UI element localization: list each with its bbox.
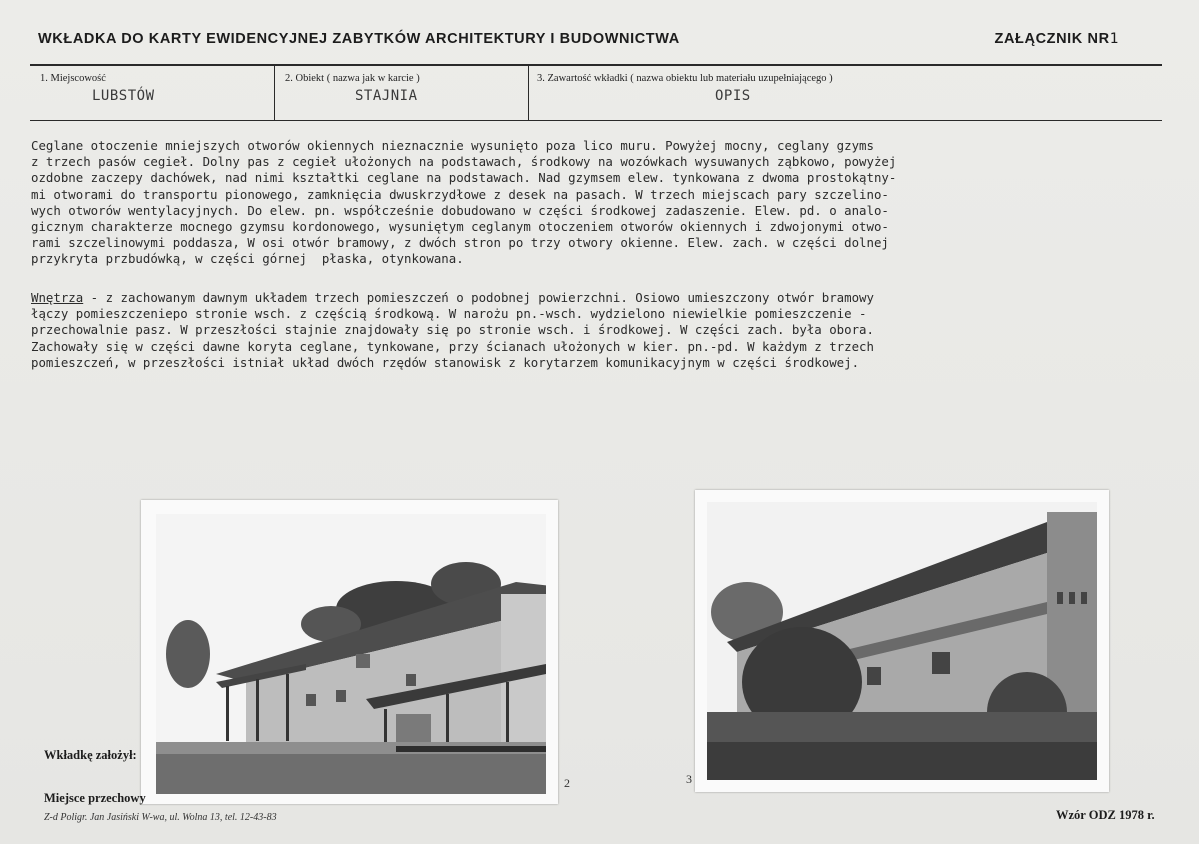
description-paragraph-interior: [31, 290, 1199, 371]
attachment-value: 1: [1109, 31, 1119, 47]
text-line: pomieszczeń, w przeszłości istniał układ dwóch rzędów stanowisk z korytarzem komunikacyjnym w części środkowej.: [31, 354, 860, 370]
text-line: [31, 290, 1199, 306]
object-label: 2. Obiekt ( nazwa jak w karcie ): [285, 73, 420, 84]
text-line: łączy pomieszczeniepo stronie wsch. z częścią środkową. W narożu pn.-wsch. wydzielono niewielkie pomieszczenie -: [31, 306, 867, 322]
photo-number: 2: [564, 776, 570, 790]
form-code: Wzór ODZ 1978 r.: [1056, 808, 1155, 822]
location-value: LUBSTÓW: [92, 88, 155, 104]
text-line: wych otworów wentylacyjnych. Do elew. pn. współcześnie dobudowano w części środkowej zadaszenie. Elew. pd. o analo-: [31, 202, 889, 218]
photo-stable-exterior-1: [141, 500, 558, 804]
text-line: gicznym charakterze mocnego gzymsu kordonowego, wysuniętym ceglanym otoczeniem otworów okiennych i zdwojonymi otwo-: [31, 219, 889, 235]
stable-photo-image: [707, 502, 1097, 780]
field-divider: [528, 64, 529, 121]
photo-stable-exterior-2: [695, 490, 1109, 792]
storage-label: Miejsce przechowy: [44, 791, 146, 805]
field-divider: [274, 64, 275, 121]
text-line: przechowalnie pasz. W przeszłości stajnie znajdowały się po stronie wsch. i środkowej. W części zach. była obora.: [31, 322, 874, 338]
description-paragraph-exterior: [31, 138, 1199, 268]
object-value: STAJNIA: [355, 88, 418, 104]
document-title: WKŁADKA DO KARTY EWIDENCYJNEJ ZABYTKÓW ARCHITEKTURY I BUDOWNICTWA: [38, 31, 680, 47]
printer-imprint: Z-d Poligr. Jan Jasiński W-wa, ul. Wolna 13, tel. 12-43-83: [44, 812, 277, 823]
location-label: 1. Miejscowość: [40, 73, 106, 84]
stable-photo-image: [156, 514, 546, 794]
content-label: 3. Zawartość wkładki ( nazwa obiektu lub materiału uzupełniającego ): [537, 73, 833, 84]
header-top-rule: [30, 64, 1162, 66]
text-line: mi otworami do transportu pionowego, zamknięcia dwuskrzydłowe z desek na pasach. W trzech miejscach pary szczelino-: [31, 186, 889, 202]
text-line: Zachowały się w części dawne koryta ceglane, tynkowane, przy ścianach ułożonych w kier. pn.-pd. W każdym z trzech: [31, 338, 874, 354]
header-bottom-rule: [30, 120, 1162, 121]
text-line: z trzech pasów cegieł. Dolny pas z cegieł ułożonych na podstawach, środkowy na wozówkach wysuwanych ząbkowo, powyżej: [31, 154, 897, 170]
text-line: Ceglane otoczenie mniejszych otworów okiennych nieznacznie wysunięto poza lico muru. Powyżej mocny, ceglany gzyms: [31, 138, 874, 153]
text-line-rest: - z zachowanym dawnym układem trzech pomieszczeń o podobnej powierzchni. Osiowo umieszczony otwór bramowy: [83, 290, 874, 305]
text-line: przykryta przbudówką, w części górnej płaska, otynkowana.: [31, 251, 464, 267]
attachment-number: [995, 31, 1119, 47]
interior-heading: Wnętrza: [31, 290, 84, 305]
content-value: OPIS: [715, 88, 751, 104]
attachment-label: ZAŁĄCZNIK NR: [994, 31, 1110, 47]
text-line: rami szczelinowymi poddasza, W osi otwór bramowy, z dwóch stron po trzy otwory okienne. Elew. zach. w części dolnej: [31, 235, 889, 251]
text-line: ozdobne zaczepy dachówek, nad nimi kształtki ceglane na podstawach. Nad gzymsem elew. tynkowana z dwoma prostokątny-: [31, 170, 897, 186]
photo-number: 3: [686, 772, 692, 786]
founder-label: Wkładkę założył:: [44, 748, 137, 762]
